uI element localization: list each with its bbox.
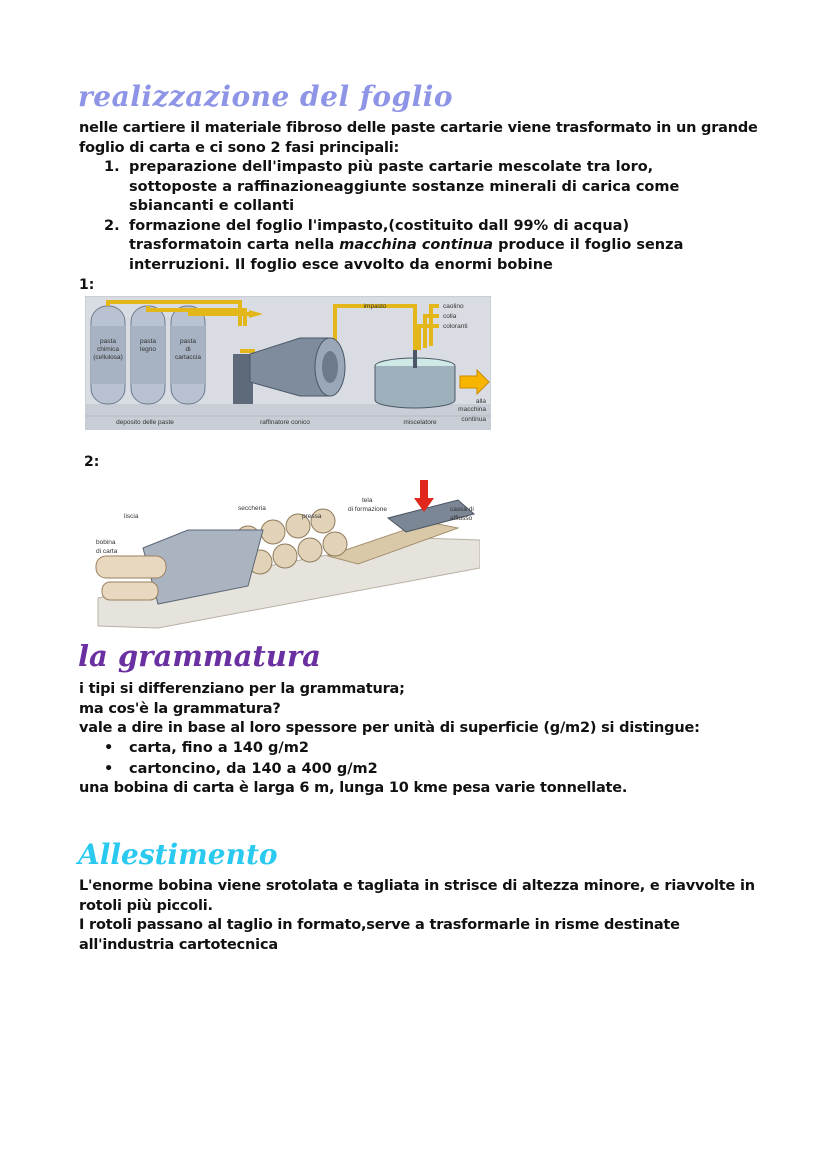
- bottom-label: miscelatore: [403, 419, 437, 426]
- text-line: ma cos'è la grammatura?: [79, 700, 281, 717]
- list-text: preparazione dell'impasto più paste cartarie mescolate tra loro, sottoposte a raffinazioneaggiunte sostanze minerali di carica come sbiancanti e collanti: [129, 159, 680, 214]
- text-line: i tipi si differenziano per la grammatura;: [79, 681, 405, 697]
- output-label: alla: [475, 398, 486, 405]
- additive-label: caolino: [443, 303, 464, 310]
- figure-label-1: 1:: [79, 277, 95, 293]
- list-item: [104, 217, 744, 276]
- figure-paste-preparation: [85, 296, 491, 430]
- machine-label: bobina: [96, 539, 116, 546]
- intro-paragraph: nelle cartiere il materiale fibroso delle paste cartarie viene trasformato in un grande foglio di carta e ci sono 2 fasi principali:: [79, 120, 758, 156]
- machine-label: seccheria: [238, 505, 266, 512]
- list-number: 2.: [104, 217, 120, 234]
- list-number: 1.: [104, 159, 120, 175]
- additive-label: coloranti: [443, 323, 468, 330]
- tank-label: legno: [140, 346, 156, 353]
- section-title-grammatura: la grammatura: [78, 639, 321, 673]
- macchina-continua-term: macchina continua: [339, 237, 494, 253]
- tank-label: pasta: [140, 338, 156, 345]
- list-item: • cartoncino, da 140 a 400 g/m2: [104, 761, 378, 777]
- machine-label: liscia: [124, 513, 139, 520]
- list-text: formazione del foglio l'impasto,(costituito dall 99% di acqua) trasformatoin carta nella macchina continua produce il foglio senza interruzioni. Il foglio esce avvolto da enormi bobine: [129, 217, 684, 273]
- grammatura-paragraph: [79, 680, 759, 739]
- grammatura-bullets: [104, 738, 378, 780]
- section-title-realizzazione: realizzazione del foglio: [78, 80, 454, 113]
- paper-reel: [96, 556, 166, 600]
- machine-label: di formazione: [348, 506, 388, 513]
- bottom-label: raffinatore conico: [260, 419, 310, 426]
- impasto-label: impasto: [363, 303, 387, 310]
- machine-label: pressa: [302, 513, 322, 520]
- section-title-allestimento: Allestimento: [78, 838, 278, 871]
- bobina-paragraph: una bobina di carta è larga 6 m, lunga 10 kme pesa varie tonnellate.: [79, 780, 628, 796]
- figure-label-2: 2:: [84, 454, 100, 470]
- list-item: • carta, fino a 140 g/m2: [104, 740, 309, 756]
- list-item: [104, 158, 744, 217]
- output-label: macchina: [458, 406, 486, 413]
- tank-label: (cellulosa): [93, 354, 123, 361]
- text-line: vale a dire in base al loro spessore per unità di superficie (g/m2) si distingue:: [79, 720, 700, 736]
- machine-label: cassa di: [450, 506, 474, 513]
- figure-continuous-machine: [88, 478, 480, 638]
- machine-label: afflusso: [450, 515, 473, 522]
- allestimento-paragraph-2: I rotoli passano al taglio in formato,serve a trasformarle in risme destinate all'industria cartotecnica: [79, 917, 680, 953]
- additive-label: colla: [443, 313, 457, 320]
- tank-label: pasta: [100, 338, 116, 345]
- bottom-label: deposito delle paste: [116, 419, 174, 426]
- machine-label: di carta: [96, 548, 118, 555]
- output-label: continua: [461, 416, 486, 423]
- tank-label: di: [185, 346, 191, 353]
- tank-label: chimica: [96, 346, 120, 353]
- phases-list: [104, 158, 744, 275]
- tank-label: pasta: [180, 338, 196, 345]
- machine-label: tela: [362, 497, 373, 504]
- allestimento-paragraph-1: L'enorme bobina viene srotolata e tagliata in strisce di altezza minore, e riavvolte in rotoli più piccoli.: [79, 878, 755, 914]
- tank-label: cartaccia: [174, 354, 202, 361]
